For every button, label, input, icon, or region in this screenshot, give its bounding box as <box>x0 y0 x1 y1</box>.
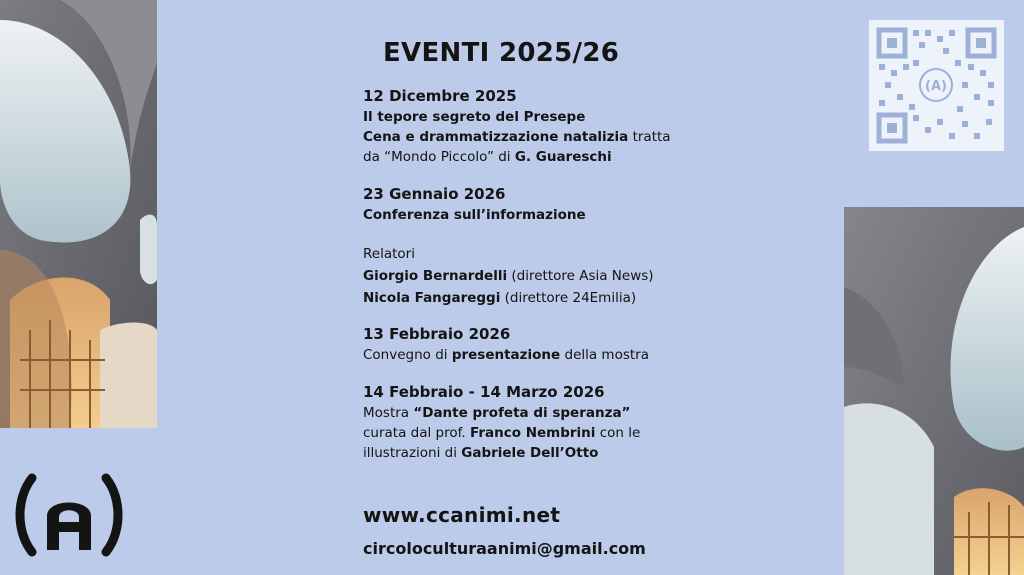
qr-code <box>869 20 1004 151</box>
event-2-line1 <box>363 205 823 225</box>
event-1-date: 12 Dicembre 2025 <box>363 87 517 105</box>
speaker-1-name: Giorgio Bernardelli <box>363 268 508 284</box>
speakers-label: Relatori <box>363 246 415 262</box>
event-1-line1 <box>363 107 823 127</box>
event-4-exhibition-title: “Dante profeta di speranza” <box>413 405 631 421</box>
event-2 <box>363 184 823 225</box>
event-3-line1-post: della mostra <box>560 347 649 363</box>
event-4-line1 <box>363 403 823 423</box>
event-1 <box>363 86 823 167</box>
event-3-highlight: presentazione <box>451 347 561 363</box>
event-4-line2 <box>363 423 823 443</box>
event-4-line2-post: con le <box>595 425 641 441</box>
email-link[interactable]: circoloculturaanimi@gmail.com <box>363 539 646 558</box>
church-interior-photo-right <box>844 207 1024 575</box>
event-2-date: 23 Gennaio 2026 <box>363 185 506 203</box>
speaker-2-name: Nicola Fangareggi <box>363 290 501 306</box>
event-1-author: G. Guareschi <box>514 149 612 165</box>
event-1-subtitle: Cena e drammatizzazione natalizia <box>363 129 629 145</box>
event-2-speakers <box>363 243 823 309</box>
event-1-line3-pre: da “Mondo Piccolo” di <box>363 149 515 165</box>
event-3 <box>363 324 823 365</box>
event-4-date: 14 Febbraio - 14 Marzo 2026 <box>363 383 605 401</box>
event-3-line1-pre: Convegno di <box>363 347 452 363</box>
svg-text:(A): (A) <box>925 79 947 94</box>
speaker-1-role: (direttore Asia News) <box>507 268 654 284</box>
event-2-title: Conferenza sull’informazione <box>363 207 586 223</box>
event-4-line2-pre: curata dal prof. <box>363 425 470 441</box>
event-4-illustrator: Gabriele Dell’Otto <box>461 445 599 461</box>
event-4-line1-pre: Mostra <box>363 405 414 421</box>
event-1-line2 <box>363 127 823 147</box>
event-4 <box>363 382 823 463</box>
event-3-line1 <box>363 345 823 365</box>
speaker-2 <box>363 287 823 309</box>
event-1-title: Il tepore segreto del Presepe <box>363 109 586 125</box>
speaker-2-role: (direttore 24Emilia) <box>500 290 637 306</box>
event-1-line3 <box>363 147 823 167</box>
event-4-curator: Franco Nembrini <box>469 425 596 441</box>
speaker-1 <box>363 265 823 287</box>
website-link[interactable]: www.ccanimi.net <box>363 503 561 527</box>
event-4-line3-pre: illustrazioni di <box>363 445 462 461</box>
church-interior-photo-left <box>0 0 157 428</box>
page-title: EVENTI 2025/26 <box>383 38 620 68</box>
event-1-line2-rest: tratta <box>628 129 671 145</box>
animi-logo <box>14 470 124 560</box>
event-3-date: 13 Febbraio 2026 <box>363 325 511 343</box>
event-4-line3 <box>363 443 823 463</box>
